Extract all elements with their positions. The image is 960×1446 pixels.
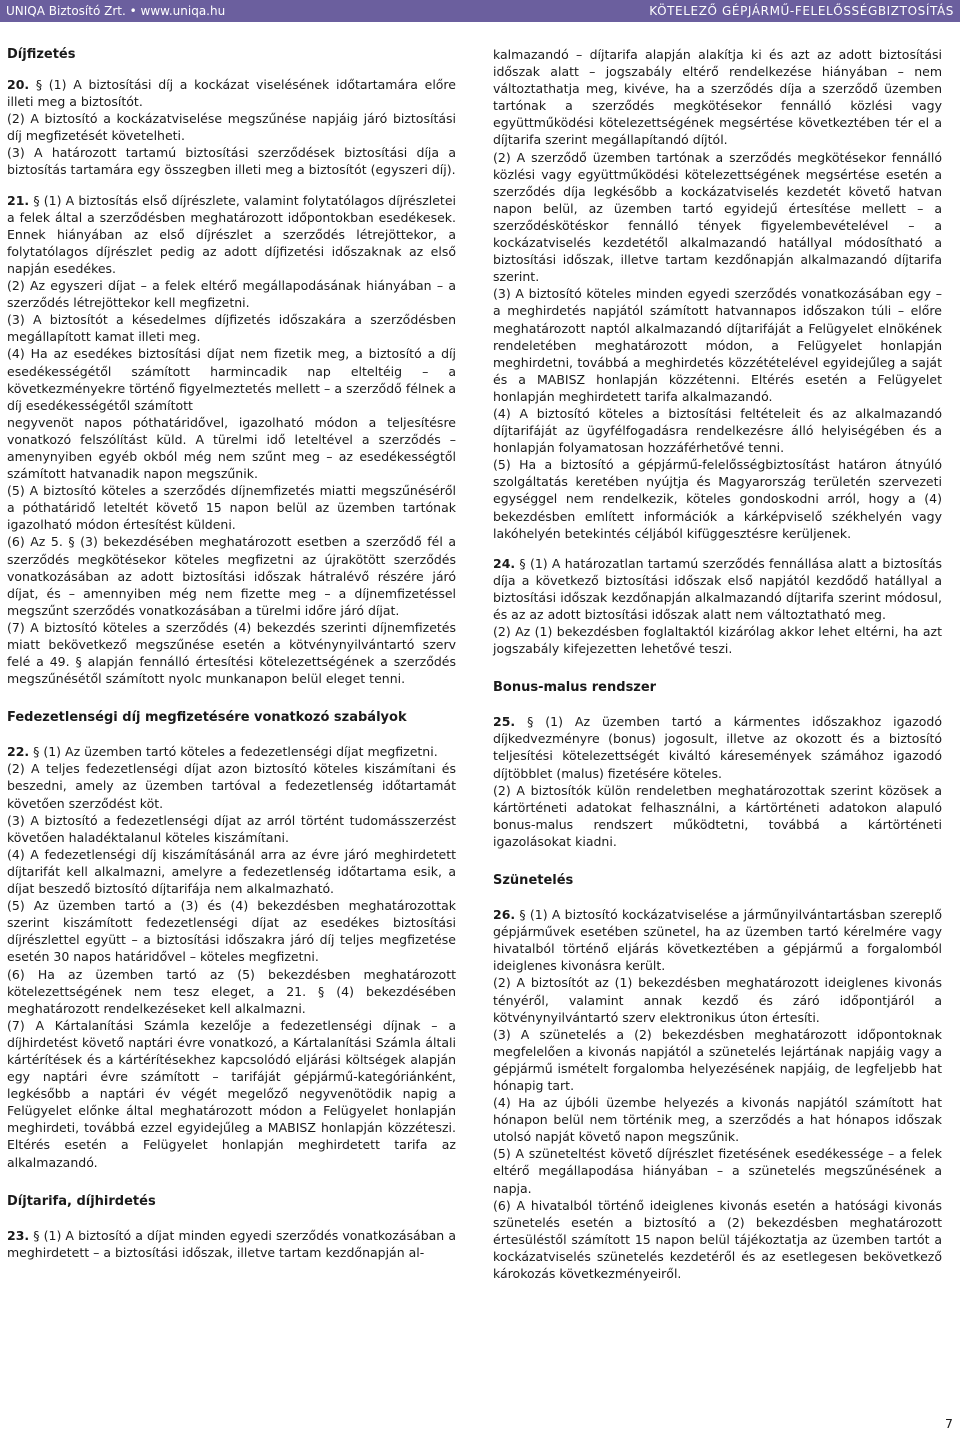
- article-21-para-4: (4) Ha az esedékes biztosítási díjat nem fizetik meg, a biztosító a díj esedékességétől számított harmincadik nap elteltéig – a következményekre történő figyelmeztetés mellett – a szerződő félnek a díj esedékességétől számított: [7, 346, 456, 413]
- paragraph-text: § (1) A határozatlan tartamú szerződés fennállása alatt a biztosítás díja a következő biztosítási időszak első napjától kezdődő hatállyal a biztosítási időszak kezdőnapján alkalmazandó díjtarifa szerint módosul, és az az adott biztosítási időszak alatt nem változtatható meg.: [493, 555, 942, 622]
- header-publisher: UNIQA Biztosító Zrt. • www.uniqa.hu: [6, 4, 226, 18]
- running-header: [0, 0, 960, 22]
- article-26-para-1: [493, 906, 942, 974]
- article-21-para-3: (3) A biztosítót a késedelmes díjfizetés időszakára a szerződésben megállapított kamat illeti meg.: [7, 312, 456, 345]
- article-number: 20.: [7, 77, 30, 92]
- article-number: 22.: [7, 744, 30, 760]
- section-heading-dijtarifa: Díjtarifa, díjhirdetés: [7, 1193, 156, 1209]
- article-21-para-5: (5) A biztosító köteles a szerződés díjnemfizetés miatti megszűnéséről a póthatáridő leteltét követő 15 napon belül az üzemben tartónak igazolható módon értesítést küldeni.: [7, 483, 456, 533]
- paragraph-text: § (1) A biztosítási díj a kockázat viselésének időtartamára előre illeti meg a biztosítót.: [7, 77, 456, 110]
- article-22-para-7: (7) A Kártalanítási Számla kezelője a fedezetlenségi díjnak – a díjhirdetést követő naptári évre vonatkozó, a Kártalanítási Számla általi kártérítések és a kártérítésekhez kapcsolódó eljárási költségek alapján egy naptári évre számított – tarifáját gépjármű-kategóriánként, legkésőbb a naptári év végét megelőző negyvenötödik napig a Felügyelet előnke által meghatározott módon a Felügyelet honlapján meghirdeti, továbbá ezzel egyidejűleg a MABISZ honlapján közzéteszi. Eltérés esetén a Felügyelet honlapján meghirdetett tarifa az alkalmazandó.: [7, 1017, 456, 1170]
- article-20-para-3: (3) A határozott tartamú biztosítási szerződések biztosítási díja a biztosítás tartamára egy összegben illeti meg a biztosítót (egyszeri díj).: [7, 145, 456, 178]
- article-21-para-7: (7) A biztosító köteles a szerződés (4) bekezdés szerinti díjnemfizetés miatt bekövetkező megszűnése esetén a kötvénynyilvántartó szerv felé a 49. § alapján fennálló értesítési kötelezettségének a szerződés megszűnésétől számított nyolc munkanapon belül eleget tenni.: [7, 619, 456, 687]
- article-21-para-1: [7, 192, 456, 277]
- article-23-para-1-cont: kalmazandó – díjtarifa alapján alakítja ki és azt az adott biztosítási időszak alatt – jogszabály eltérő rendelkezése hiányában – nem változtathatja meg, kivéve, ha a szerződés díja a szerződő üzemben tartónak a szerződés megkötésekor fennálló közlési vagy együttműködési kötelezettségének megsértése következtében tér el a díjtarifa szerint megállapítandó díjtól.: [493, 47, 942, 148]
- article-20-para-1: [7, 76, 456, 110]
- article-26-para-4: (4) Ha az újbóli üzembe helyezés a kivonás napjától számított hat hónapon belül nem történik meg, a szerződés a hat hónapos időszak utolsó napját követő napon megszűnik.: [493, 1095, 942, 1145]
- article-24-para-1: [493, 555, 942, 623]
- article-22-para-2: (2) A teljes fedezetlenségi díjat azon biztosító köteles kiszámítani és beszedni, amely az üzemben tartóval a fedezetlenség időtartamát követően szerződést köt.: [7, 761, 456, 811]
- article-23-para-2: (2) A szerződő üzemben tartónak a szerződés megkötésekor fennálló közlési vagy együttműködési kötelezettségének megsértése esetén a szerződés díja legkésőbb a kockázatviselés kezdetét követő hatvan napon belül, az üzemben tartó egyidejű értesítése mellett – a szerződéskötéskor fennálló tények figyelembevételével – a kockázatviselés kezdetétől alkalmazandó hatállyal módosítható a biztosítási időszak, illetve tartam kezdőnapján alkalmazandó díjtarifa szerint.: [493, 149, 942, 285]
- article-26-para-5: (5) A szüneteltést követő díjrészlet fizetésének esedékessége – a felek eltérő megállapodása hiányában – a szünetelés megszűnésének a napja.: [493, 1146, 942, 1196]
- article-24-para-2: (2) Az (1) bekezdésben foglaltaktól kizárólag akkor lehet eltérni, ha azt jogszabály kifejezetten lehetővé teszi.: [493, 624, 942, 657]
- left-column: [7, 46, 456, 1261]
- paragraph-text: § (1) A biztosító a díjat minden egyedi szerződés vonatkozásában a meghirdetett – a biztosítási időszak, illetve tartam kezdőnapján al-: [7, 1227, 456, 1260]
- article-22-para-3: (3) A biztosító a fedezetlenségi díjat az arról történt tudomásszerzést követően haladéktalanul köteles kiszámítani.: [7, 812, 456, 845]
- article-25-para-2: (2) A biztosítók külön rendeletben meghatározottak szerint közösek a kártörténeti adatokat felhasználni, a kártörténeti adatokon alapuló bonus-malus rendszert működtetni, továbbá a kártörténeti igazolásokat kiadni.: [493, 782, 942, 849]
- section-heading-szunetel: Szünetelés: [493, 873, 574, 889]
- paragraph-text: § (1) A biztosító kockázatviselése a járműnyilvántartásban szereplő gépjárművek esetében szünetel, ha az üzemben tartó kérelmére vagy hivatalból történő eljárás következtében a gépjármű a forgalomból ideiglenes kivonásra került.: [493, 907, 942, 974]
- article-25-para-1: [493, 713, 942, 781]
- article-number: 21.: [7, 192, 30, 208]
- article-22-para-4: (4) A fedezetlenségi díj kiszámításánál arra az évre járó meghirdetett díjtarifát kell alkalmazni, amelyre a fedezetlenség időtartama esik, a díjat beszedő biztosító díjtarifája nem alkalmazható.: [7, 846, 456, 897]
- article-22-para-1: [7, 743, 456, 760]
- article-21-para-4-cont: negyvenöt napos póthatáridővel, igazolható módon a teljesítésre vonatkozó felszólítást küld. A türelmi idő leteltével a szerződés – amenynyiben egyéb okból még nem szűnt meg – az esedékességtől számított hatvanadik napon megszűnik.: [7, 414, 456, 482]
- section-heading-bonus-malus: Bonus-malus rendszer: [493, 680, 657, 696]
- article-21-para-2: (2) Az egyszeri díjat – a felek eltérő megállapodásának hiányában – a szerződés létrejöttekor kell megfizetni.: [7, 278, 456, 311]
- article-number: 23.: [7, 1227, 30, 1243]
- article-21-para-6: (6) Az 5. § (3) bekezdésében meghatározott esetben a szerződő fél a szerződés megkötésekor köteles megfizetni az újrakötött szerződés vonatkozásában az adott biztosítási időszak hátralévő részére járó díjat, és – amennyiben még nem fizette meg – a díjnemfizetéssel megszűnt szerződés vonatkozásában a türelmi időre járó díjat.: [7, 534, 456, 618]
- paragraph-text: § (1) A biztosítás első díjrészlete, valamint folytatólagos díjrészletei a felek által a szerződésben meghatározott időpontokban esedékesek. Ennek hiányában az első díjrészlet a szerződés létrejöttekor, a folytatólagos díjrészlet pedig az adott díjfizetési időszaknak az első napján esedékes.: [7, 192, 456, 276]
- paragraph-text: § (1) Az üzemben tartó köteles a fedezetlenségi díjat megfizetni.: [29, 744, 438, 760]
- page-number: 7: [945, 1416, 953, 1431]
- section-heading-dijfizetes: Díjfizetés: [7, 47, 76, 62]
- article-26-para-6: (6) A hivatalból történő ideiglenes kivonás esetén a hatósági kivonás szünetelés esetén a biztosító a (2) bekezdésben meghatározott értesüléstől számított 15 napon belül tájékoztatja az üzemben tartót a kockázatviselés szünetelés kezdetéről és az esetlegesen bekövetkező károkozás következményeiről.: [493, 1197, 942, 1281]
- article-23-para-3: (3) A biztosító köteles minden egyedi szerződés vonatkozásában egy – a meghirdetés napjától számított hatvannapos időszakon túli – előre meghatározott naptól alkalmazandó díjtarifáját a Felügyelet elnökének rendeletében meghatározott módon, a Felügyelet honlapján meghirdetni, továbbá a meghirdetés közzétételével egyidejűleg a saját és a MABISZ honlapján közzétenni. Eltérés esetén a Felügyelet honlapján meghirdetett tarifa alkalmazandó.: [493, 286, 942, 404]
- paragraph-text: § (1) Az üzemben tartó a kármentes időszakhoz igazodó díjkedvezményre (bonus) jogosult, illetve az okozott és a biztosító teljesítési kötelezettségét kiváltó káresemények számához igazodó díjtöbblet (malus) fizetésére köteles.: [493, 714, 942, 781]
- article-22-para-5: (5) Az üzemben tartó a (3) és (4) bekezdésben meghatározottak szerint kiszámított fedezetlenségi díjat az esedékes biztosítási díjrészlettel együtt – a biztosítási időszakra járó díj teljes megfizetése esetén 30 napos határidővel – köteles megfizetni.: [7, 898, 456, 965]
- article-22-para-6: (6) Ha az üzemben tartó az (5) bekezdésben meghatározott kötelezettségének nem tesz eleget, a 21. § (4) bekezdésében meghatározott rendelkezéseket kell alkalmazni.: [7, 966, 456, 1016]
- right-column: [493, 46, 942, 1282]
- article-number: 24.: [493, 555, 516, 571]
- article-26-para-3: (3) A szünetelés a (2) bekezdésben meghatározott időpontoknak megfelelően a kivonás napjától a szünetelés lejártának napjáig vagy a gépjármű ismételt forgalomba helyezésének napjáig, de legfeljebb hat hónapig tart.: [493, 1026, 942, 1093]
- article-number: 26.: [493, 907, 516, 923]
- header-document-title: KÖTELEZŐ GÉPJÁRMŰ-FELELŐSSÉGBIZTOSÍTÁS: [649, 4, 954, 18]
- article-23-para-4: (4) A biztosító köteles a biztosítási feltételeit és az alkalmazandó díjtarifáját az ügyfélfogadásra rendelkezésre álló helyiségében és a honlapján folyamatosan hozzáférhetővé tenni.: [493, 405, 942, 456]
- article-23-para-1: [7, 1227, 456, 1261]
- section-heading-fedezetlensegi: Fedezetlenségi díj megfizetésére vonatkozó szabályok: [7, 710, 407, 726]
- article-26-para-2: (2) A biztosítót az (1) bekezdésben meghatározott ideiglenes kivonás tényéről, valamint annak kezdő és záró időpontjáról a kötvénynyilvántartó szerv elektronikus úton értesíti.: [493, 975, 942, 1025]
- article-20-para-2: (2) A biztosító a kockázatviselése megszűnése napjáig járó biztosítási díj megfizetését követelheti.: [7, 111, 456, 144]
- article-23-para-5: (5) Ha a biztosító a gépjármű-felelősségbiztosítást határon átnyúló szolgáltatás keretében nyújtja és Magyarország területén szervezeti egységgel nem rendelkezik, köteles gondoskodni arról, hogy a (4) bekezdésben említett információk a kárképviselő székhelyén vagy lakóhelyén betekintés céljából kifüggesztésre kerüljenek.: [493, 457, 942, 541]
- article-number: 25.: [493, 714, 516, 730]
